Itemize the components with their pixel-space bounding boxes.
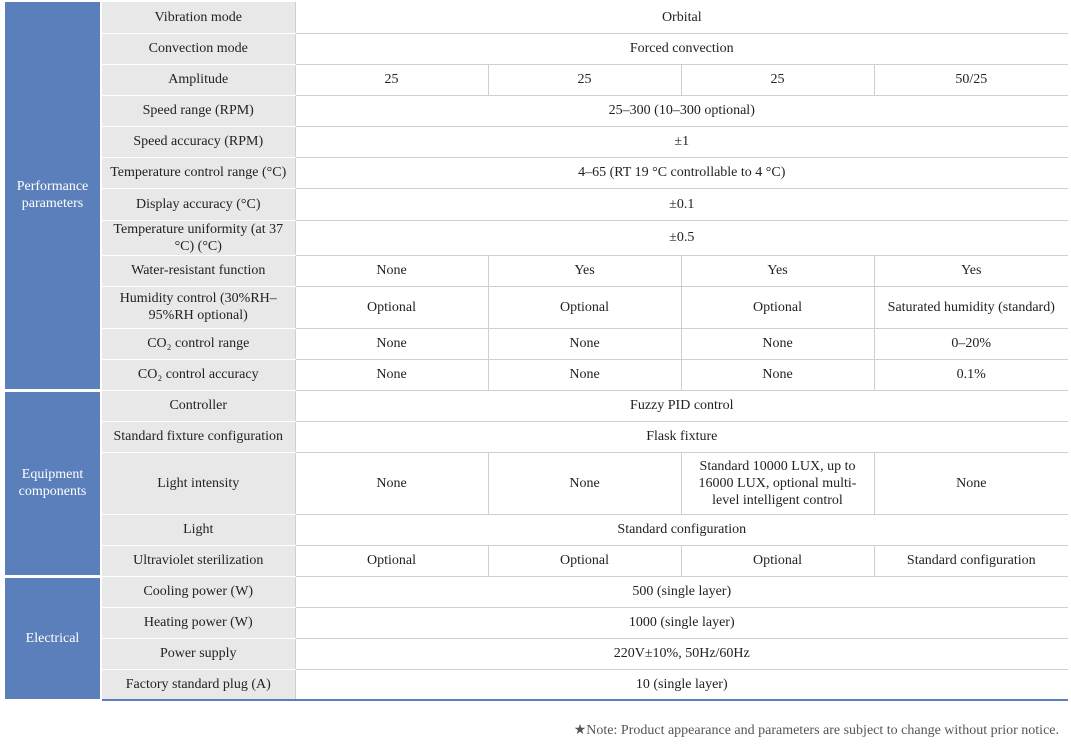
row-value: Yes bbox=[488, 255, 681, 286]
row-value: None bbox=[295, 255, 488, 286]
row-value: 25–300 (10–300 optional) bbox=[295, 95, 1068, 126]
row-label: Water-resistant function bbox=[101, 255, 295, 286]
row-label: Power supply bbox=[101, 638, 295, 669]
row-label: Cooling power (W) bbox=[101, 576, 295, 607]
footnote: ★Note: Product appearance and parameters are subject to change without prior notice. bbox=[573, 723, 1059, 738]
section-label: Equipment components bbox=[5, 390, 101, 576]
table-row bbox=[5, 669, 1068, 700]
row-value: ±0.1 bbox=[295, 188, 1068, 220]
table-row bbox=[5, 157, 1068, 188]
row-value: None bbox=[295, 452, 488, 514]
table-row bbox=[5, 255, 1068, 286]
row-label: Display accuracy (°C) bbox=[101, 188, 295, 220]
row-value: 500 (single layer) bbox=[295, 576, 1068, 607]
row-value: None bbox=[874, 452, 1068, 514]
row-value: Optional bbox=[488, 286, 681, 328]
row-value: 25 bbox=[295, 64, 488, 95]
row-value: Optional bbox=[295, 286, 488, 328]
row-value: Fuzzy PID control bbox=[295, 390, 1068, 421]
row-value: None bbox=[681, 328, 874, 359]
row-label: Ultraviolet sterilization bbox=[101, 545, 295, 576]
table-row bbox=[5, 421, 1068, 452]
section-label: Electrical bbox=[5, 576, 101, 700]
section-label: Performance parameters bbox=[5, 2, 101, 390]
row-label: CO₂ control accuracy bbox=[101, 359, 295, 390]
row-value: Saturated humidity (standard) bbox=[874, 286, 1068, 328]
row-value: ±1 bbox=[295, 126, 1068, 157]
row-value: None bbox=[295, 359, 488, 390]
row-value: None bbox=[488, 359, 681, 390]
table-row bbox=[5, 220, 1068, 255]
row-value: 50/25 bbox=[874, 64, 1068, 95]
row-value: 220V±10%, 50Hz/60Hz bbox=[295, 638, 1068, 669]
row-label: Controller bbox=[101, 390, 295, 421]
table-row bbox=[5, 359, 1068, 390]
table-row bbox=[5, 607, 1068, 638]
row-label: Factory standard plug (A) bbox=[101, 669, 295, 700]
row-label: Heating power (W) bbox=[101, 607, 295, 638]
row-value: Yes bbox=[681, 255, 874, 286]
row-value: 10 (single layer) bbox=[295, 669, 1068, 700]
row-value: None bbox=[681, 359, 874, 390]
spec-table bbox=[5, 2, 1068, 702]
row-label: Light bbox=[101, 514, 295, 545]
row-value: Flask fixture bbox=[295, 421, 1068, 452]
row-label: Amplitude bbox=[101, 64, 295, 95]
row-value: Standard configuration bbox=[874, 545, 1068, 576]
table-row bbox=[5, 638, 1068, 669]
table-row bbox=[5, 390, 1068, 421]
row-value: Forced convection bbox=[295, 33, 1068, 64]
row-label: Temperature control range (°C) bbox=[101, 157, 295, 188]
table-row bbox=[5, 286, 1068, 328]
row-label: Humidity control (30%RH–95%RH optional) bbox=[101, 286, 295, 328]
row-value: Optional bbox=[681, 286, 874, 328]
row-value: 25 bbox=[488, 64, 681, 95]
row-label: Speed accuracy (RPM) bbox=[101, 126, 295, 157]
row-value: ±0.5 bbox=[295, 220, 1068, 255]
row-label: Temperature uniformity (at 37 °C) (°C) bbox=[101, 220, 295, 255]
table-row bbox=[5, 126, 1068, 157]
table-row bbox=[5, 545, 1068, 576]
row-value: 25 bbox=[681, 64, 874, 95]
row-value: Optional bbox=[681, 545, 874, 576]
row-value: Orbital bbox=[295, 2, 1068, 33]
row-value: Optional bbox=[488, 545, 681, 576]
table-row bbox=[5, 64, 1068, 95]
row-value: None bbox=[295, 328, 488, 359]
row-label: Vibration mode bbox=[101, 2, 295, 33]
row-label: CO₂ control range bbox=[101, 328, 295, 359]
table-row bbox=[5, 328, 1068, 359]
row-label: Standard fixture configuration bbox=[101, 421, 295, 452]
row-value: 1000 (single layer) bbox=[295, 607, 1068, 638]
row-value: 0.1% bbox=[874, 359, 1068, 390]
row-value: Standard 10000 LUX, up to 16000 LUX, optional multi-level intelligent control bbox=[681, 452, 874, 514]
row-value: Yes bbox=[874, 255, 1068, 286]
table-row bbox=[5, 576, 1068, 607]
row-label: Speed range (RPM) bbox=[101, 95, 295, 126]
table-row bbox=[5, 95, 1068, 126]
row-value: 0–20% bbox=[874, 328, 1068, 359]
row-label: Light intensity bbox=[101, 452, 295, 514]
table-row bbox=[5, 33, 1068, 64]
row-value: None bbox=[488, 452, 681, 514]
row-value: 4–65 (RT 19 °C controllable to 4 °C) bbox=[295, 157, 1068, 188]
table-row bbox=[5, 188, 1068, 220]
table-row bbox=[5, 514, 1068, 545]
row-value: Optional bbox=[295, 545, 488, 576]
table-row bbox=[5, 452, 1068, 514]
row-value: None bbox=[488, 328, 681, 359]
row-value: Standard configuration bbox=[295, 514, 1068, 545]
table-row bbox=[5, 2, 1068, 33]
row-label: Convection mode bbox=[101, 33, 295, 64]
